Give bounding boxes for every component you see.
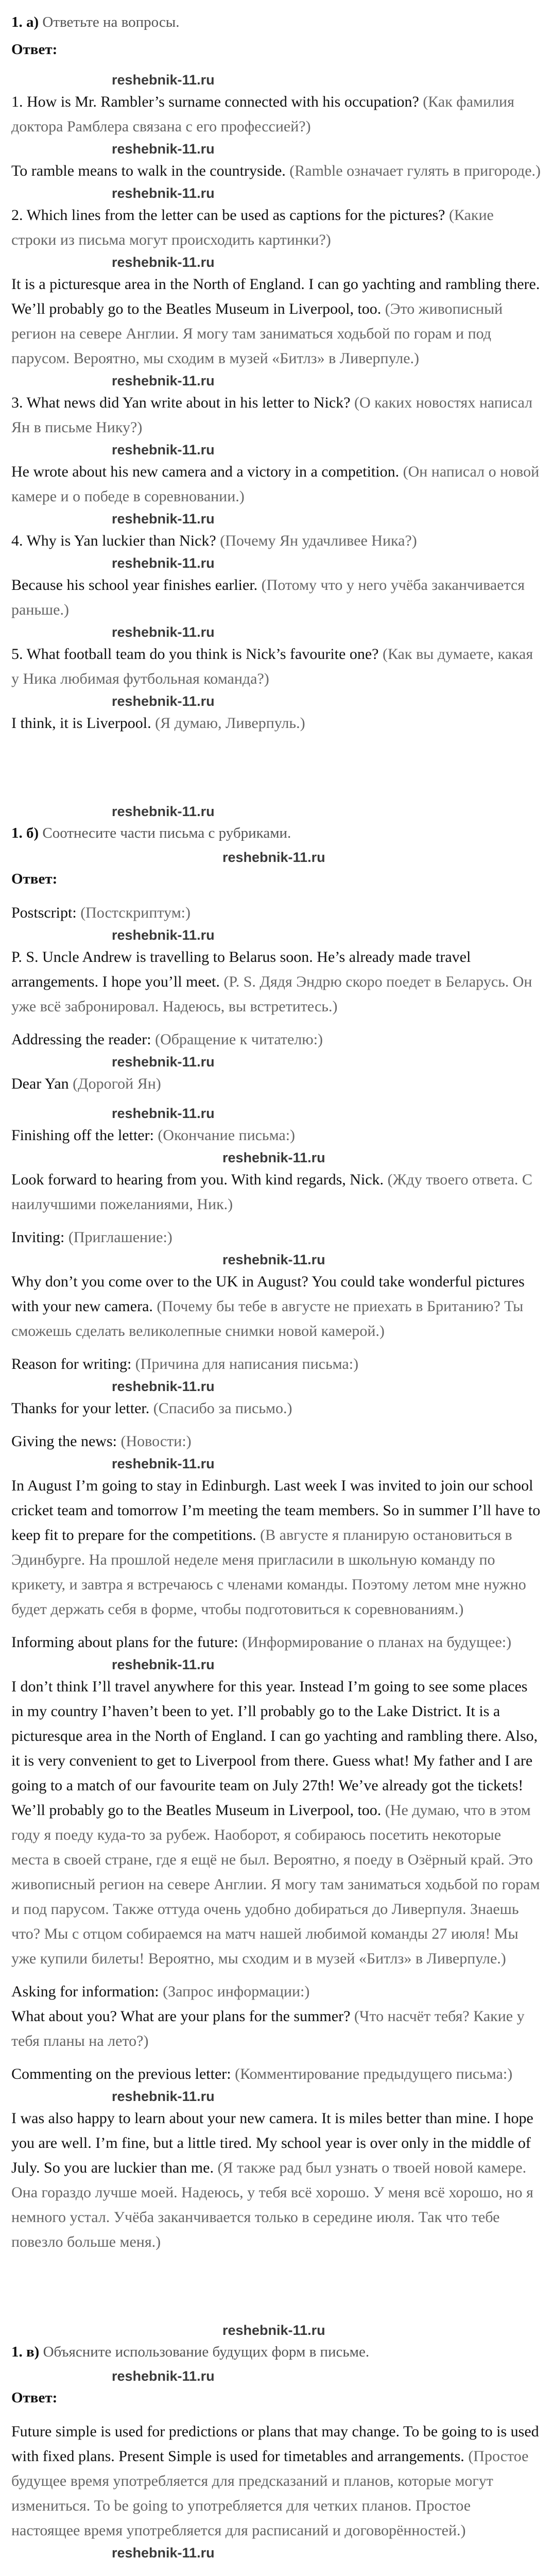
finishing-label: Finishing off the letter: (Окончание письма:) [11,1127,296,1144]
answer-4: Because his school year finishes earlier. (Потому что у него учёба заканчивается раньше.) [11,577,525,618]
watermark: reshebnik-11.ru [112,511,215,527]
finishing-text: Look forward to hearing from you. With kind regards, Nick. (Жду твоего ответа. С наилучшими пожеланиями, Ник.) [11,1171,532,1213]
future-plans-label: Informing about plans for the future: (Информирование о планах на будущее:) [11,1634,512,1651]
answer-5: I think, it is Liverpool. (Я думаю, Ливерпуль.) [11,715,305,732]
section-1c-title [11,2340,542,2364]
news-text: In August I’m going to stay in Edinburgh. Last week I was invited to join our school cricket team and tomorrow I’m meeting the team members. So in summer I’ll have to keep fit to prepare for the competitions. (В августе я планирую остановиться в Эдинбурге. На прошлой неделе меня пригласили в школьную команду по крикету, и завтра я встречаюсь с членами команды. Поэтому летом мне нужно будет держать себя в форме, чтобы подготовиться к соревнованиям.) [11,1477,541,1618]
question-3: 3. What news did Yan write about in his letter to Nick? (О каких новостях написал Ян в письме Нику?) [11,394,533,436]
addressing-text: Dear Yan (Дорогой Ян) [11,1075,161,1092]
watermark: reshebnik-11.ru [222,2323,325,2338]
section-1c [11,2321,542,2562]
answer-2: It is a picturesque area in the North of England. I can go yachting and rambling there. We’ll probably go to the Beatles Museum in Liverpool, too. (Это живописный регион на севере Англии. Я могу там заниматься ходьбой по горам и под парусом. Вероятно, мы сходим в музей «Битлз» в Ливерпуле.) [11,276,540,367]
watermark: reshebnik-11.ru [112,72,215,88]
watermark: reshebnik-11.ru [112,2545,215,2561]
watermark: reshebnik-11.ru [222,850,325,865]
inviting-text: Why don’t you come over to the UK in August? You could take wonderful pictures with your new camera. (Почему бы тебе в августе не приехать в Британию? Ты сможешь сделать великолепные снимки новой камерой.) [11,1273,525,1340]
asking-text: What about you? What are your plans for the summer? (Что насчёт тебя? Какие у тебя планы на лето?) [11,2008,525,2049]
postscript-text: P. S. Uncle Andrew is travelling to Belarus soon. He’s already made travel arrangements. I hope you’ll meet. (P. S. Дядя Эндрю скоро поедет в Беларусь. Он уже всё забронировал. Надеюсь, вы встретитесь.) [11,948,532,1015]
section-1c-number: 1. в) [11,2344,40,2360]
watermark: reshebnik-11.ru [112,555,215,571]
watermark: reshebnik-11.ru [112,442,215,457]
news-label: Giving the news: (Новости:) [11,1433,192,1450]
section-1b-number: 1. б) [11,825,39,841]
section-1c-description: Объясните использование будущих форм в письме. [43,2344,370,2360]
watermark: reshebnik-11.ru [112,1054,215,1070]
question-1: 1. How is Mr. Rambler’s surname connected with his occupation? (Как фамилия доктора Рамблера связана с его профессией?) [11,93,514,135]
watermark: reshebnik-11.ru [112,1106,215,1121]
watermark: reshebnik-11.ru [112,624,215,640]
inviting-label: Inviting: (Приглашение:) [11,1229,172,1246]
watermark: reshebnik-11.ru [112,927,215,943]
watermark: reshebnik-11.ru [112,1456,215,1471]
future-forms-explanation: Future simple is used for predictions or plans that may change. To be going to is used with fixed plans. Present Simple is used for timetables and arrangements. (Простое будущее время употребляется для предсказаний и планов, которые могут измениться. To be going to употребляется для четких планов. Простое настоящее время употребляется для расписаний и договорённостей.) [11,2423,539,2539]
question-2: 2. Which lines from the letter can be used as captions for the pictures? (Какие строки из письма могут происходить картинки?) [11,207,494,248]
watermark: reshebnik-11.ru [112,141,215,157]
answer-label: Ответ: [11,871,58,887]
commenting-label: Commenting on the previous letter: (Комментирование предыдущего письма:) [11,2065,513,2082]
commenting-text: I was also happy to learn about your new camera. It is miles better than mine. I hope you are well. I’m fine, but a little tired. My school year is over only in the middle of July. So you are luckier than me. (Я также рад был узнать о твоей новой камере. Она гораздо лучше моей. Надеюсь, у тебя всё хорошо. У меня всё хорошо, но я немного устал. Учёба заканчивается только в середине июля. Так что тебе повезло больше меня.) [11,2110,533,2250]
section-1b [11,803,542,2255]
asking-label: Asking for information: (Запрос информации:) [11,1983,310,2000]
section-1a-title [11,10,542,35]
watermark: reshebnik-11.ru [222,1150,325,1165]
watermark: reshebnik-11.ru [112,2368,215,2384]
watermark: reshebnik-11.ru [112,255,215,270]
section-1b-description: Соотнесите части письма с рубриками. [42,825,291,841]
postscript-label: Postscript: (Постскриптум:) [11,904,191,921]
answer-label: Ответ: [11,41,58,58]
watermark: reshebnik-11.ru [112,804,215,819]
watermark: reshebnik-11.ru [112,693,215,709]
watermark: reshebnik-11.ru [222,1252,325,1267]
watermark: reshebnik-11.ru [112,373,215,388]
question-4: 4. Why is Yan luckier than Nick? (Почему Ян удачливее Ника?) [11,532,417,549]
question-5: 5. What football team do you think is Nick’s favourite one? (Как вы думаете, какая у Ника любимая футбольная команда?) [11,646,533,687]
answer-3: He wrote about his new camera and a victory in a competition. (Он написал о новой камере и о победе в соревновании.) [11,463,540,505]
reason-text: Thanks for your letter. (Спасибо за письмо.) [11,1400,292,1417]
section-1a [11,10,542,736]
reason-label: Reason for writing: (Причина для написания письма:) [11,1355,359,1372]
section-1a-description: Ответьте на вопросы. [42,14,180,30]
future-plans-text: I don’t think I’ll travel anywhere for this year. Instead I’m going to see some places in my country I’haven’t been to yet. I’ll probably go to the Lake District. It is a picturesque area in the North of England. I can go yachting and rambling there. Also, it is very convenient to get to Liverpool from there. Guess what! My father and I are going to a match of our favourite team on July 27th! We’ve already got the tickets! We’ll probably go to the Beatles Museum in Liverpool, too. (Не думаю, что в этом году я поеду куда-то за рубеж. Наоборот, я собираюсь посетить некоторые места в своей стране, где я ещё не был. Вероятно, я поеду в Озёрный край. Это живописный регион на севере Англии. Я могу там заниматься ходьбой по горам и под парусом. Также оттуда очень удобно добираться до Ливерпуля. Знаешь что? Мы с отцом собираемся на матч нашей любимой команды 27 июля! Мы уже купили билеты! Вероятно, мы сходим и в музей «Битлз» в Ливерпуле.) [11,1678,540,1967]
watermark: reshebnik-11.ru [112,1379,215,1394]
watermark: reshebnik-11.ru [112,185,215,201]
addressing-label: Addressing the reader: (Обращение к читателю:) [11,1031,323,1048]
section-1b-title [11,821,542,845]
answer-1: To ramble means to walk in the countryside. (Ramble означает гулять в пригороде.) [11,162,541,179]
answer-label: Ответ: [11,2389,58,2406]
section-1a-number: 1. a) [11,14,39,30]
watermark: reshebnik-11.ru [112,2089,215,2104]
watermark: reshebnik-11.ru [112,1657,215,1672]
